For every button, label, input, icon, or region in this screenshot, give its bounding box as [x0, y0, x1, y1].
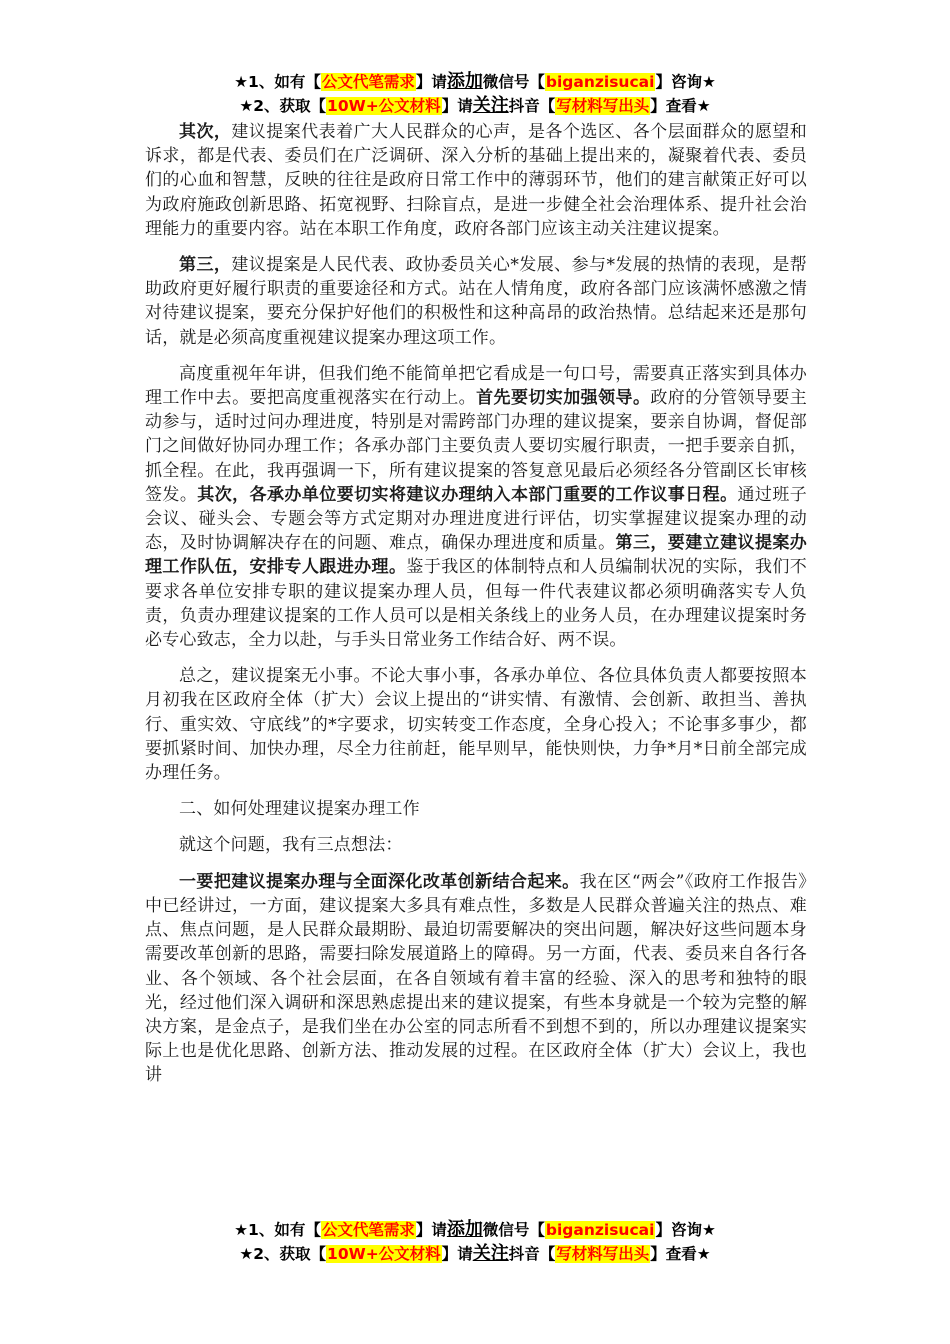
promo-line-2	[0, 94, 950, 118]
promo-emphasis: 关注	[472, 1243, 509, 1264]
promo-text: 】咨询★	[655, 73, 716, 91]
paragraph-implementation	[145, 362, 807, 652]
promo-banner-top	[0, 70, 950, 118]
promo-banner-bottom	[0, 1218, 950, 1266]
paragraph-text: 建议提案是人民代表、政协委员关心*发展、参与*发展的热情的表现，是帮助政府更好履行职责的重要途径和方式。站在人情角度，政府各部门应该满怀感激之情对待建议提案，要充分保护好他们的积极性和这种高昂的政治热情。总结起来还是那句话，就是必须高度重视建议提案办理这项工作。	[145, 255, 807, 348]
promo-text: 】查看★	[650, 97, 711, 115]
promo-emphasis: 关注	[472, 95, 509, 116]
paragraph-text: 通过班子会议、碰头会、专题会等方式定期对办理进度进行评估，切实掌握建议提案办理的动态，及时协调解决存在的问题、难点，确保办理进度和质量。	[145, 484, 807, 554]
promo-highlight-materials: 10W+公文材料	[327, 97, 441, 115]
document-body	[145, 120, 807, 1100]
promo-text: ★2、获取【	[239, 97, 327, 115]
promo-highlight-wechat-id: biganzisucai	[545, 1221, 655, 1239]
paragraph-text: 高度重视年年讲，但我们绝不能简单把它看成是一句口号，需要真正落实到具体办理工作中去。要把高度重视落实在行动上。	[145, 363, 807, 409]
promo-highlight-service: 公文代笔需求	[321, 73, 415, 91]
promo-text: ★1、如有【	[234, 73, 321, 91]
section-heading	[145, 797, 807, 821]
paragraph-bold-point: 第三，要建立建议提案办理工作队伍，安排专人跟进办理。	[145, 533, 807, 578]
paragraph-lead: 其次，	[179, 122, 232, 142]
paragraph-secondly	[145, 120, 807, 241]
promo-line-1	[0, 70, 950, 94]
promo-text: 】请	[441, 1245, 473, 1263]
promo-text: 】请	[441, 97, 473, 115]
paragraph-text: 建议提案代表着广大人民群众的心声，是各个选区、各个层面群众的愿望和诉求，都是代表、委员们在广泛调研、深入分析的基础上提出来的，凝聚着代表、委员们的心血和智慧，反映的往往是政府日常工作中的薄弱环节，他们的建言献策正好可以为政府施政创新思路、拓宽视野、扫除盲点，是进一步健全社会治理体系、提升社会治理能力的重要内容。站在本职工作角度，政府各部门应该主动关注建议提案。	[145, 122, 807, 239]
promo-highlight-wechat-id: biganzisucai	[545, 73, 655, 91]
promo-highlight-douyin-account: 写材料写出头	[556, 1245, 650, 1263]
paragraph-intro	[145, 833, 807, 857]
promo-text: 】查看★	[650, 1245, 711, 1263]
promo-text: ★2、获取【	[239, 1245, 327, 1263]
paragraph-bold-point: 其次，各承办单位要切实将建议办理纳入本部门重要的工作议事日程。	[197, 484, 738, 505]
paragraph-bold-point: 首先要切实加强领导。	[476, 388, 651, 409]
section-heading-text: 二、如何处理建议提案办理工作	[179, 799, 420, 820]
paragraph-text: 我在区“两会”《政府工作报告》中已经讲过，一方面，建议提案大多具有难点性，多数是人民群众普遍关注的热点、难点、焦点问题，是人民群众最期盼、最迫切需要解决的突出问题，解决好这些问题本身需要改革创新的思路，需要扫除发展道路上的障碍。另一方面，代表、委员来自各行各业、各个领域、各个社会层面，在各自领域有着丰富的经验、深入的思考和独特的眼光，经过他们深入调研和深思熟虑提出来的建议提案，有些本身就是一个较为完整的解决方案，是金点子，是我们坐在办公室的同志所看不到想不到的，所以办理建议提案实际上也是优化思路、创新方法、推动发展的过程。在区政府全体（扩大）会议上，我也讲	[145, 871, 807, 1086]
promo-text: 微信号【	[482, 1221, 545, 1239]
promo-text: 】咨询★	[655, 1221, 716, 1239]
paragraph-lead: 一要把建议提案办理与全面深化改革创新结合起来。	[179, 871, 580, 892]
paragraph-lead: 第三，	[179, 255, 232, 276]
promo-text: 抖音【	[508, 1245, 556, 1263]
promo-text: 】请	[415, 73, 447, 91]
promo-text: 抖音【	[508, 97, 556, 115]
paragraph-text: 就这个问题，我有三点想法：	[179, 835, 403, 856]
paragraph-summary	[145, 664, 807, 785]
promo-text: ★1、如有【	[234, 1221, 321, 1239]
promo-highlight-materials: 10W+公文材料	[327, 1245, 441, 1263]
promo-emphasis: 添加	[446, 1219, 483, 1240]
promo-text: 微信号【	[482, 73, 545, 91]
promo-text: 】请	[415, 1221, 447, 1239]
paragraph-text: 总之，建议提案无小事。不论大事小事，各承办单位、各位具体负责人都要按照本月初我在区政府全体（扩大）会议上提出的“讲实情、有激情、会创新、敢担当、善执行、重实效、守底线”的*字要求，切实转变工作态度，全身心投入；不论事多事少，都要抓紧时间、加快办理，尽全力往前赶，能早则早，能快则快，力争*月*日前全部完成办理任务。	[145, 666, 807, 784]
promo-emphasis: 添加	[446, 71, 483, 92]
promo-line-2	[0, 1242, 950, 1266]
promo-highlight-service: 公文代笔需求	[321, 1221, 415, 1239]
paragraph-point-one	[145, 870, 807, 1088]
promo-line-1	[0, 1218, 950, 1242]
promo-highlight-douyin-account: 写材料写出头	[556, 97, 650, 115]
paragraph-thirdly	[145, 253, 807, 350]
paragraph-text: 政府的分管领导要主动参与，适时过问办理进度，特别是对需跨部门办理的建议提案，要亲自协调，督促部门之间做好协同办理工作；各承办部门主要负责人要切实履行职责，一把手要亲自抓，抓全程。在此，我再强调一下，所有建议提案的答复意见最后必须经各分管副区长审核签发。	[145, 388, 807, 505]
paragraph-text: 鉴于我区的体制特点和人员编制状况的实际，我们不要求各单位安排专职的建议提案办理人员，但每一件代表建议都必须明确落实专人负责，负责办理建议提案的工作人员可以是相关条线上的业务人员，在办理建议提案时务必专心致志，全力以赴，与手头日常业务工作结合好、两不误。	[145, 557, 807, 651]
